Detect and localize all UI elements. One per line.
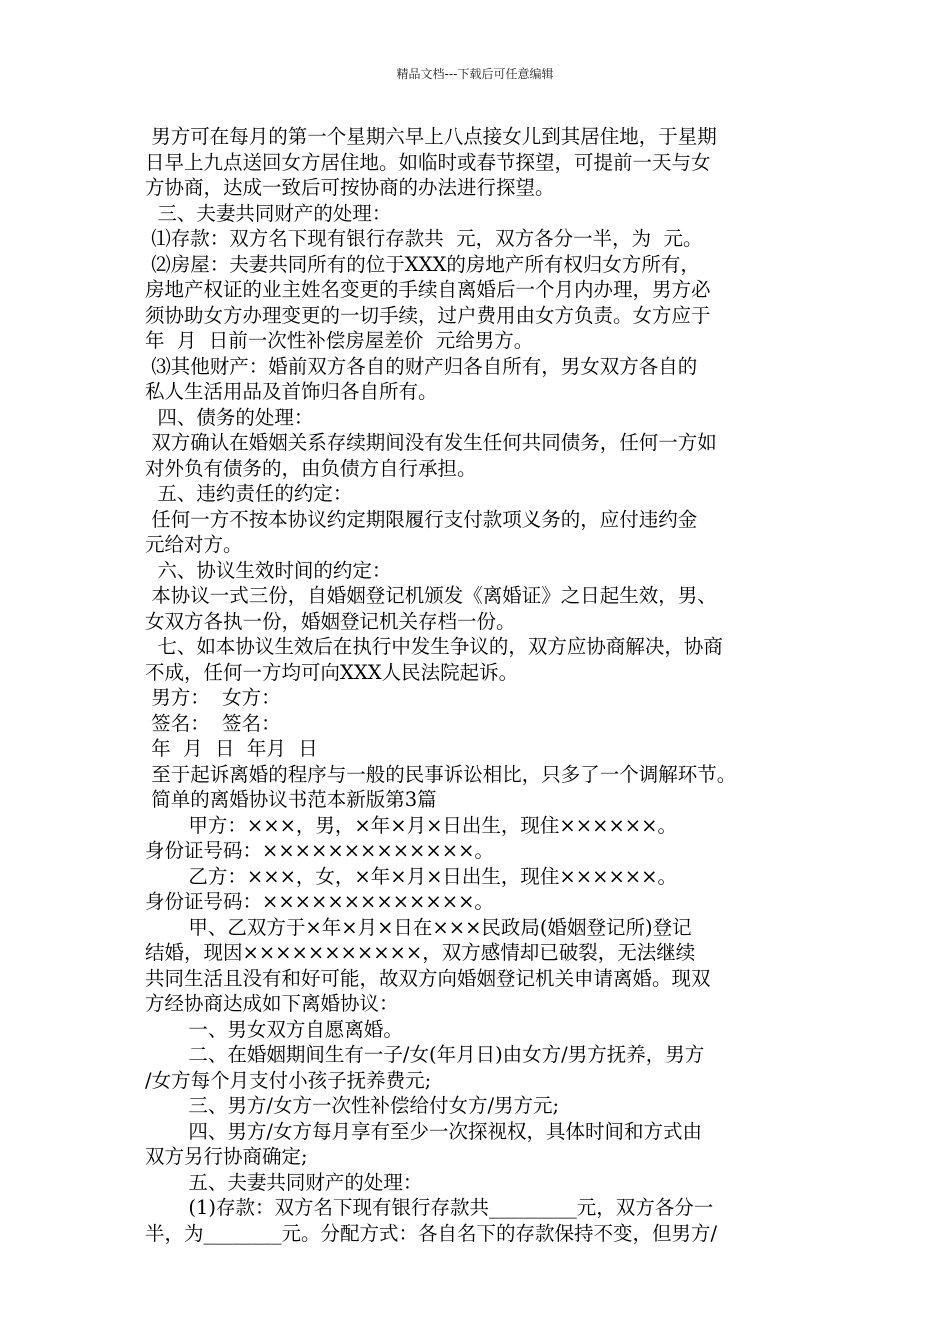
text-line: 简单的离婚协议书范本新版第3篇 [145,788,437,811]
text-line: 签名： 签名： [145,711,281,735]
text-line: 身份证号码：×××××××××××××。 [145,839,494,862]
text-line: 至于起诉离婚的程序与一般的民事诉讼相比，只多了一个调解环节。 [145,762,737,786]
text-line: 甲、乙双方于×年×月×日在×××民政局(婚姻登记所)登记 [145,915,692,939]
text-line: 甲方：×××，男，×年×月×日出生，现住××××××。 [145,813,677,837]
text-line: 年 月 日 年月 日 [145,737,318,760]
text-line: 女双方各执一份，婚姻登记机关存档一份。 [145,609,516,633]
text-line: 元给对方。 [145,533,243,556]
text-line: 年 月 日前一次性补偿房屋差价 元给男方。 [145,329,534,352]
text-line: ⑶其他财产：婚前双方各自的财产归各自所有，男女双方各自的 [145,354,698,378]
text-line: 四、男方/女方每月享有至少一次探视权，具体时间和方式由 [145,1119,702,1143]
text-line: 结婚，现因×××××××××××，双方感情却已破裂，无法继续 [145,941,696,964]
text-line: 共同生活且没有和好可能，故双方向婚姻登记机关申请离婚。现双 [145,966,711,990]
text-line: 三、夫妻共同财产的处理： [145,201,392,225]
text-line: 方协商，达成一致后可按协商的办法进行探望。 [145,176,555,199]
text-line: 身份证号码：×××××××××××××。 [145,890,494,913]
text-line: 七、如本协议生效后在执行中发生争议的，双方应协商解决，协商 [145,635,723,658]
text-line: 须协助女方办理变更的一切手续，过户费用由女方负责。女方应于 [145,303,711,327]
text-line: 二、在婚姻期间生有一子/女(年月日)由女方/男方抚养，男方 [145,1043,705,1066]
text-line: 不成，任何一方均可向XXX人民法院起诉。 [145,660,519,684]
text-line: 私人生活用品及首饰归各自所有。 [145,380,438,403]
text-line: (1)存款：双方名下现有银行存款共_________元，双方各分一 [145,1196,714,1219]
text-line: 任何一方不按本协议约定期限履行支付款项义务的，应付违约金 [145,507,698,531]
text-line: ⑴存款：双方名下现有银行存款共 元，双方各分一半，为 元。 [145,227,703,250]
text-line: 三、男方/女方一次性补偿给付女方/男方元; [145,1094,560,1117]
text-line: 双方另行协商确定; [145,1145,308,1168]
text-line: 五、违约责任的约定： [145,482,353,505]
document-body [145,124,815,1246]
text-line: 六、协议生效时间的约定： [145,558,392,582]
text-line: 男方： 女方： [145,686,281,709]
text-line: 房地产权证的业主姓名变更的手续自离婚后一个月内办理，男方必 [145,278,711,301]
text-line: 对外负有债务的，由负债方自行承担。 [145,456,477,480]
text-line: 四、债务的处理： [145,405,314,429]
text-line: 方经协商达成如下离婚协议： [145,992,399,1015]
text-line: 男方可在每月的第一个星期六早上八点接女儿到其居住地，于星期 [145,125,717,148]
text-line: 本协议一式三份，自婚姻登记机颁发《离婚证》之日起生效，男、 [145,584,717,607]
text-line: 双方确认在婚姻关系存续期间没有发生任何共同债务，任何一方如 [145,431,717,454]
text-line: ⑵房屋：夫妻共同所有的位于XXX的房地产所有权归女方所有， [145,252,700,276]
text-line: 乙方：×××，女，×年×月×日出生，现住××××××。 [145,864,677,888]
text-line: /女方每个月支付小孩子抚养费元; [145,1068,432,1092]
text-line: 五、夫妻共同财产的处理： [145,1170,423,1194]
page-header: 精品文档---下载后可任意编辑 [396,67,554,81]
text-line: 日早上九点送回女方居住地。如临时或春节探望，可提前一天与女 [145,150,711,174]
text-line: 半，为________元。分配方式：各自名下的存款保持不变，但男方/ [145,1221,718,1245]
text-line: 一、男女双方自愿离婚。 [145,1017,403,1041]
